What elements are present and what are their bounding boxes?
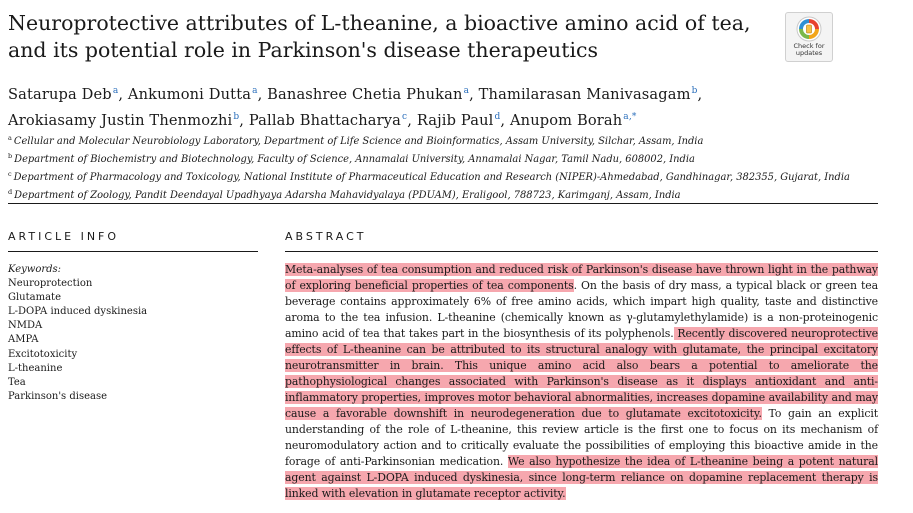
author[interactable] — [267, 86, 469, 103]
header-divider — [8, 203, 878, 204]
affiliation-text: Department of Zoology, Pandit Deendayal Upadhyaya Adarsha Mahavidyalaya (PDUAM), Eraligool, 788723, Karimganj, Assam, India — [14, 190, 681, 201]
badge-line-2: updates — [795, 49, 823, 57]
affiliation-text: Cellular and Molecular Neurobiology Laboratory, Department of Life Science and Bioinformatics, Assam University, Silchar, Assam, India — [13, 136, 704, 147]
affiliation — [8, 131, 888, 149]
author-affil-mark[interactable]: b — [691, 86, 698, 96]
author-affil-mark[interactable]: a — [252, 86, 258, 96]
affiliation-mark: d — [8, 188, 13, 196]
affiliation-mark: b — [8, 152, 13, 160]
author-name: Arokiasamy Justin Thenmozhi — [8, 112, 233, 129]
article-info-divider — [8, 251, 258, 252]
badge-label — [786, 43, 832, 57]
article-title: Neuroprotective attributes of L-theanine, a bioactive amino acid of tea, and its potential role in Parkinson's disease therapeutics — [8, 11, 751, 62]
keyword: AMPA — [8, 334, 39, 346]
author[interactable] — [479, 86, 698, 103]
keywords-label: Keywords: — [8, 264, 62, 275]
keyword: L-theanine — [8, 362, 63, 374]
author-affil-mark[interactable]: c — [402, 112, 408, 122]
check-for-updates-badge[interactable] — [785, 12, 833, 62]
author[interactable] — [249, 112, 407, 129]
author-affil-mark[interactable]: a — [112, 86, 119, 96]
keyword: L-DOPA induced dyskinesia — [8, 306, 148, 318]
affiliation-text: Department of Biochemistry and Biotechnology, Faculty of Science, Annamalai University, Annamalai Nagar, Tamil Nadu, 608002, India — [14, 154, 695, 165]
keyword: Excitotoxicity — [8, 348, 78, 360]
author-affil-mark[interactable]: a,* — [623, 112, 637, 122]
author-name: Pallab Bhattacharya — [248, 112, 402, 129]
highlighted-text[interactable]: Recently discovered neuroprotective effects of L-theanine can be attributed to its structural analogy with glutamate, the principal excitatory neurotransmitter in brain. This unique amino acid also bears a potential to ameliorate the pathophysiological changes associated with Parkinson's disease as it displays antioxidant and anti-inflammatory properties, improves motor behavioral abnormalities, increases dopamine availability and may cause a favorable downshift in neurodegeneration due to glutamate excitotoxicity. — [285, 327, 878, 420]
abstract-body — [285, 262, 878, 502]
keyword: Tea — [8, 376, 26, 388]
keywords-panel — [8, 263, 258, 404]
author-name: Satarupa Deb — [8, 86, 112, 103]
affiliation — [8, 185, 888, 203]
author-affil-mark[interactable]: b — [233, 112, 240, 122]
keyword: NMDA — [8, 320, 43, 332]
keyword: Neuroprotection — [8, 278, 93, 290]
author-affil-mark[interactable]: d — [494, 112, 501, 122]
affiliation-mark: c — [8, 170, 12, 178]
author-list: Satarupa Deb$^a$, Ankumoni Dutta$^a$, Banashree Chetia Phukan$^a$, Thamilarasan Manivasagam$^b$, Arokiasamy Justin Thenmozhi$^b$, Pallab Bhattacharya$^c$, Rajib Paul$^d$, Anupom Borah$^{a,*}$ — [8, 86, 703, 129]
author[interactable] — [417, 112, 501, 129]
author-affil-mark[interactable]: a — [463, 86, 470, 96]
abstract-text: To gain an explicit understanding of the role of L-theanine, this review article is the first one to focus on its mechanism of neuromodulatory action and to critically evaluate the possibilities of employing this bioactive amide in the forage of anti-Parkinsonian medication. — [285, 407, 878, 468]
highlighted-text[interactable]: We also hypothesize the idea of L-theanine being a potent natural agent against L-DOPA induced dyskinesia, since long-term reliance on dopamine replacement therapy is linked with elevation in glutamate receptor activity. — [285, 455, 878, 500]
author[interactable] — [8, 112, 239, 129]
author-name: Anupom Borah — [509, 112, 623, 129]
check-updates-icon — [796, 16, 822, 42]
affiliation-list — [8, 131, 888, 203]
keyword: Parkinson's disease — [8, 390, 108, 402]
author[interactable] — [128, 86, 258, 103]
abstract-text: . On the basis of dry mass, a typical black or green tea beverage contains approximately 6% of free amino acids, which impart high quality, taste and distinctive aroma to the tea infusion. L-theanine (chemically known as γ-glutamylethylamide) is a non-proteinogenic amino acid of tea that takes part in the biosynthesis of its polyphenols. — [285, 279, 878, 340]
author-name: Banashree Chetia Phukan — [267, 86, 463, 103]
author-name: Thamilarasan Manivasagam — [478, 86, 691, 103]
author[interactable] — [8, 86, 118, 103]
author-name: Ankumoni Dutta — [127, 86, 252, 103]
author[interactable] — [510, 112, 637, 129]
affiliation-text: Department of Pharmacology and Toxicology, National Institute of Pharmaceutical Education and Research (NIPER)-Ahmedabad, Gandhinagar, 382355, Gujarat, India — [13, 172, 850, 183]
affiliation-mark: a — [8, 134, 12, 142]
affiliation — [8, 149, 888, 167]
highlighted-text[interactable]: Meta-analyses of tea consumption and reduced risk of Parkinson's disease have thrown light in the pathway of exploring beneficial properties of tea components — [285, 263, 878, 292]
abstract-heading: ABSTRACT — [285, 230, 367, 243]
keyword: Glutamate — [8, 292, 61, 304]
article-info-heading: ARTICLE INFO — [8, 230, 120, 243]
author-name: Rajib Paul — [416, 112, 494, 129]
affiliation — [8, 167, 888, 185]
abstract-divider — [285, 251, 878, 252]
badge-line-1: Check for — [793, 42, 825, 50]
